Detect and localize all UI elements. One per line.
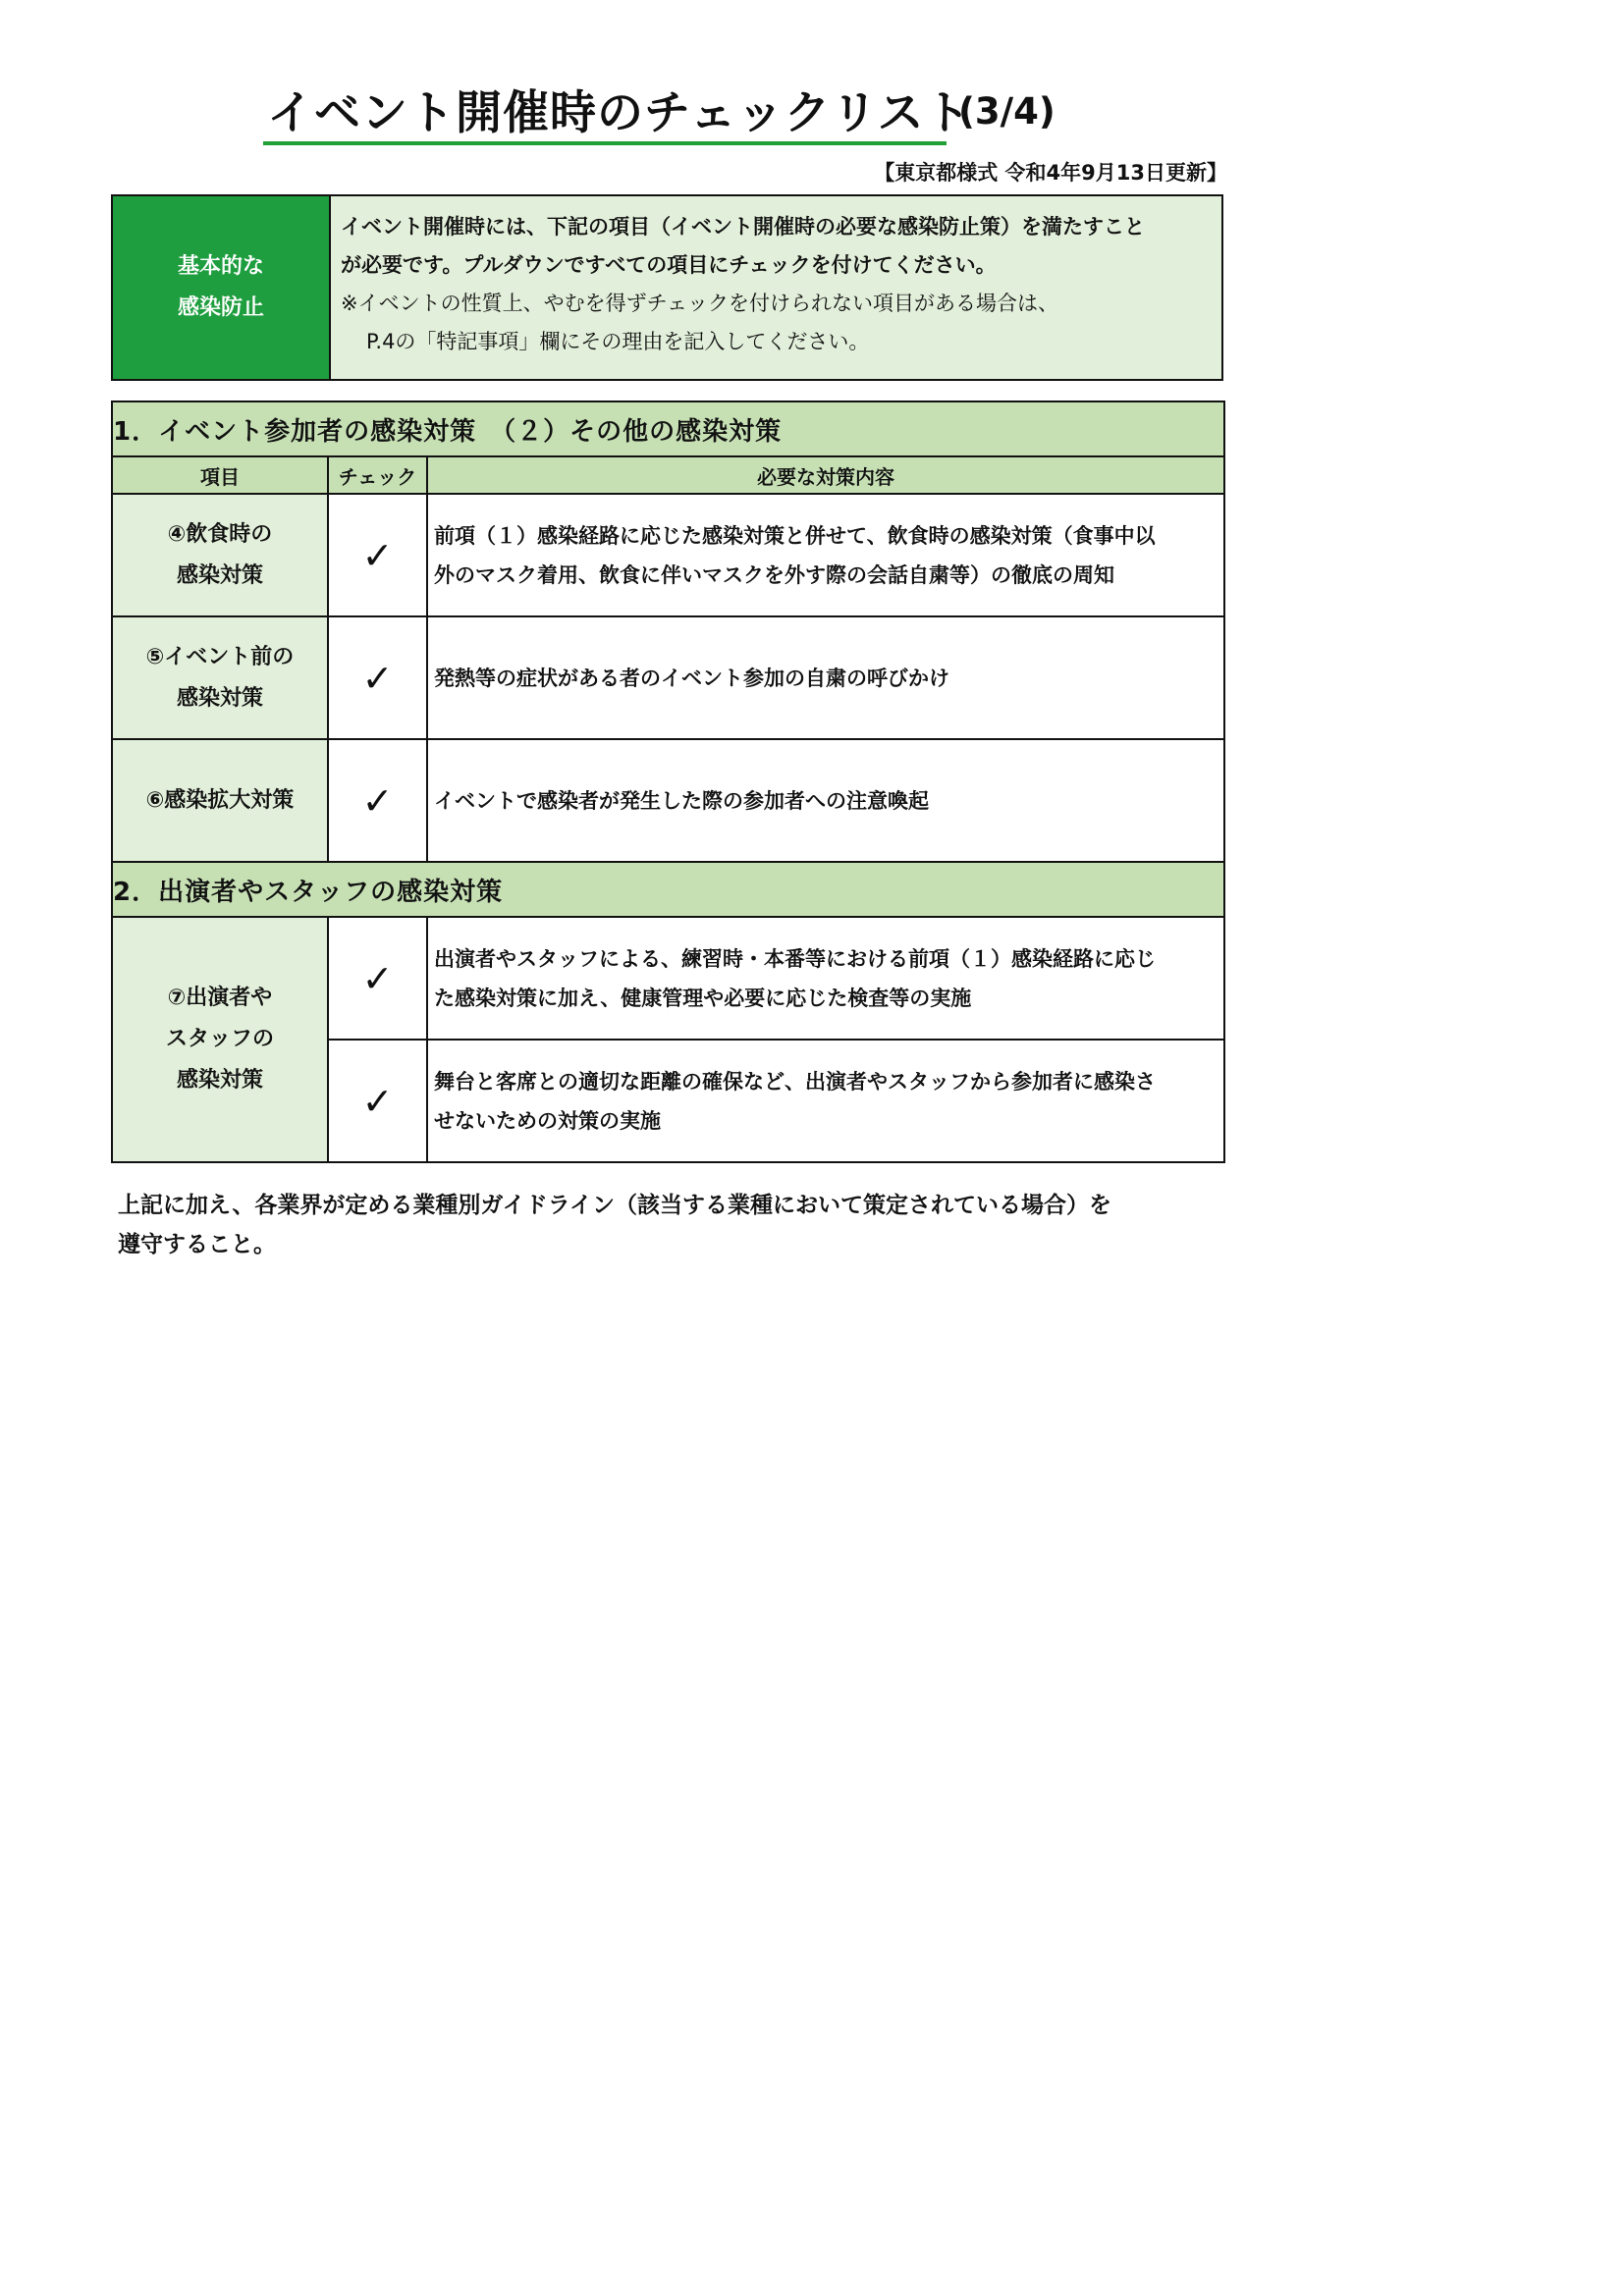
table-row xyxy=(112,616,1224,739)
intro-text xyxy=(331,196,1221,379)
footnote xyxy=(118,1186,1218,1264)
content-line: 舞台と客席との適切な距離の確保など、出演者やスタッフから参加者に感染さ xyxy=(434,1069,1156,1094)
item-line: ⑤イベント前の xyxy=(145,644,295,669)
checkmark-icon: ✓ xyxy=(361,956,394,1000)
intro-line3: ※イベントの性質上、やむを得ずチェックを付けられない項目がある場合は、 xyxy=(341,292,1058,315)
check-cell[interactable] xyxy=(328,917,427,1040)
col-check-header: チェック xyxy=(328,456,427,494)
page-title: イベント開催時のチェックリスト xyxy=(267,86,972,140)
intro-box xyxy=(111,194,1223,381)
content-cell xyxy=(427,917,1224,1040)
checkmark-icon: ✓ xyxy=(361,1079,394,1123)
item-line: 感染対策 xyxy=(176,1068,263,1093)
item-line: ⑥感染拡大対策 xyxy=(145,787,295,813)
check-cell[interactable] xyxy=(328,494,427,616)
check-cell[interactable] xyxy=(328,739,427,862)
content-line: 出演者やスタッフによる、練習時・本番等における前項（１）感染経路に応じ xyxy=(434,946,1156,971)
check-cell[interactable] xyxy=(328,616,427,739)
page-number: (3/4) xyxy=(958,90,1056,133)
checkmark-icon: ✓ xyxy=(361,533,394,577)
content-line: イベントで感染者が発生した際の参加者への注意喚起 xyxy=(434,788,929,813)
intro-label xyxy=(113,196,331,379)
item-line: ⑦出演者や xyxy=(167,986,273,1010)
intro-line2: が必要です。プルダウンですべての項目にチェックを付けてください。 xyxy=(341,253,997,277)
checklist-table xyxy=(111,400,1225,1163)
checkmark-icon: ✓ xyxy=(361,778,394,823)
intro-line1: イベント開催時には、下記の項目（イベント開催時の必要な感染防止策）を満たすこと xyxy=(341,215,1145,239)
table-row xyxy=(112,917,1224,1040)
checkmark-icon: ✓ xyxy=(361,656,394,700)
footnote-line1: 上記に加え、各業界が定める業種別ガイドライン（該当する業種において策定されている場合）を xyxy=(118,1193,1111,1218)
content-cell xyxy=(427,494,1224,616)
section2-header-row xyxy=(112,862,1224,917)
content-line: せないための対策の実施 xyxy=(434,1108,661,1133)
footnote-line2: 遵守すること。 xyxy=(118,1232,276,1257)
content-line: 前項（１）感染経路に応じた感染対策と併せて、飲食時の感染対策（食事中以 xyxy=(434,523,1156,548)
content-line: た感染対策に加え、健康管理や必要に応じた検査等の実施 xyxy=(434,986,972,1010)
col-content-header: 必要な対策内容 xyxy=(427,456,1224,494)
table-row xyxy=(112,494,1224,616)
column-header-row xyxy=(112,456,1224,494)
content-cell xyxy=(427,739,1224,862)
item-line: 感染対策 xyxy=(176,685,263,711)
item-cell xyxy=(112,616,328,739)
item-line: 感染対策 xyxy=(176,562,263,588)
title-block xyxy=(263,77,1098,145)
item-cell xyxy=(112,739,328,862)
item-cell xyxy=(112,494,328,616)
title-underline xyxy=(263,141,947,145)
intro-label-line1: 基本的な xyxy=(177,254,264,279)
intro-line4: P.4の「特記事項」欄にその理由を記入してください。 xyxy=(366,330,870,353)
form-stamp: 【東京都様式 令和4年9月13日更新】 xyxy=(874,161,1227,185)
item-cell xyxy=(112,917,328,1162)
intro-label-line2: 感染防止 xyxy=(177,295,264,320)
section2-heading: 2．出演者やスタッフの感染対策 xyxy=(112,862,1224,917)
item-line: ④飲食時の xyxy=(167,521,273,547)
item-line: スタッフの xyxy=(165,1027,274,1051)
content-cell xyxy=(427,616,1224,739)
content-cell xyxy=(427,1040,1224,1162)
content-line: 外のマスク着用、飲食に伴いマスクを外す際の会話自粛等）の徹底の周知 xyxy=(434,562,1114,587)
content-line: 発熱等の症状がある者のイベント参加の自粛の呼びかけ xyxy=(434,666,949,690)
table-row xyxy=(112,739,1224,862)
check-cell[interactable] xyxy=(328,1040,427,1162)
col-item-header: 項目 xyxy=(112,456,328,494)
section1-heading: 1．イベント参加者の感染対策 （２）その他の感染対策 xyxy=(112,401,1224,456)
section1-header-row xyxy=(112,401,1224,456)
